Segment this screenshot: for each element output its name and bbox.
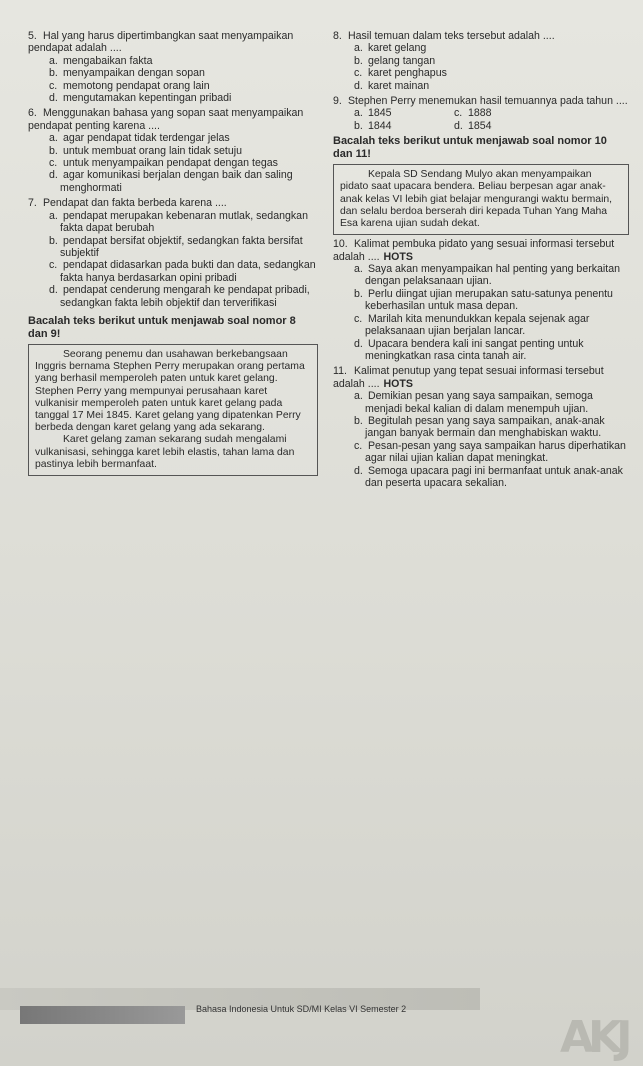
question-9 bbox=[333, 95, 629, 132]
option-d[interactable]: d. karet mainan bbox=[354, 79, 430, 92]
option-c[interactable]: c. karet penghapus bbox=[354, 67, 447, 80]
reading-passage-box bbox=[28, 344, 318, 476]
option-a[interactable]: a. Saya akan menyampaikan hal penting yang berkaitan dengan pelaksanaan ujian. bbox=[354, 263, 621, 288]
option-b[interactable]: b. pendapat bersifat objektif, sedangkan fakta bersifat subjektif bbox=[49, 234, 303, 259]
option-c[interactable]: c. pendapat didasarkan pada bukti dan data, sedangkan fakta hanya berdasarkan opini pribadi bbox=[49, 259, 316, 284]
footer-dark-strip bbox=[20, 1006, 185, 1024]
question-number: 5. bbox=[28, 30, 37, 42]
publisher-logo: AKJ bbox=[560, 1012, 627, 1063]
option-b[interactable]: b. Perlu diingat ujian merupakan satu-satunya penentu keberhasilan untuk masa depan. bbox=[354, 287, 613, 313]
question-number: 7. bbox=[28, 197, 37, 210]
option-d[interactable]: d. 1854 bbox=[454, 119, 492, 132]
option-b[interactable]: b. untuk membuat orang lain tidak setuju bbox=[49, 144, 242, 157]
question-10 bbox=[333, 238, 629, 362]
question-number: 9. bbox=[333, 95, 342, 108]
reading-instruction: Bacalah teks berikut untuk menjawab soal nomor 10 dan 11! bbox=[333, 135, 607, 161]
option-a[interactable]: a. mengabaikan fakta bbox=[49, 54, 153, 67]
question-5 bbox=[28, 30, 318, 104]
option-b[interactable]: b. 1844 bbox=[354, 119, 392, 132]
option-a[interactable]: a. 1845 bbox=[354, 107, 392, 120]
question-11 bbox=[333, 365, 629, 489]
question-text: Kalimat penutup yang tepat sesuai informasi tersebut adalah .... bbox=[333, 365, 604, 390]
question-number: 8. bbox=[333, 30, 342, 42]
question-number: 10. bbox=[333, 238, 348, 251]
question-8 bbox=[333, 30, 629, 92]
reading-instruction: Bacalah teks berikut untuk menjawab soal nomor 8 dan 9! bbox=[28, 314, 296, 340]
option-c[interactable]: c. memotong pendapat orang lain bbox=[49, 79, 210, 92]
hots-badge: HOTS bbox=[383, 377, 413, 390]
page-footer bbox=[0, 988, 643, 1066]
option-a[interactable]: a. Demikian pesan yang saya sampaikan, semoga menjadi bekal kalian di dalam menempuh ujian. bbox=[354, 390, 593, 415]
speech-passage-box bbox=[333, 164, 629, 235]
question-7 bbox=[28, 197, 318, 309]
option-c[interactable]: c. untuk menyampaikan pendapat dengan tegas bbox=[49, 157, 278, 170]
question-text: Stephen Perry menemukan hasil temuannya pada tahun .... bbox=[347, 95, 628, 108]
option-d[interactable]: d. Upacara bendera kali ini sangat penting untuk meningkatkan rasa cinta tanah air. bbox=[354, 337, 584, 362]
option-a[interactable]: a. agar pendapat tidak terdengar jelas bbox=[49, 132, 230, 145]
footer-book-title: Bahasa Indonesia Untuk SD/MI Kelas VI Semester 2 bbox=[196, 1004, 407, 1014]
hots-badge: HOTS bbox=[383, 250, 413, 263]
question-text: Hasil temuan dalam teks tersebut adalah .... bbox=[347, 30, 555, 42]
option-c[interactable]: c. 1888 bbox=[454, 107, 492, 120]
question-text: Hal yang harus dipertimbangkan saat menyampaikan pendapat adalah .... bbox=[28, 30, 294, 55]
option-b[interactable]: b. Begitulah pesan yang saya sampaikan, anak-anak jangan banyak bermain dan menghabiskan waktu. bbox=[354, 414, 605, 440]
question-number: 6. bbox=[28, 107, 37, 120]
option-c[interactable]: c. Pesan-pesan yang saya sampaikan harus diperhatikan agar nilai ujian kalian dapat meningkat. bbox=[354, 439, 626, 465]
question-text: Menggunakan bahasa yang sopan saat menyampaikan pendapat penting karena .... bbox=[28, 107, 304, 132]
option-d[interactable]: d. pendapat cenderung mengarah ke pendapat pribadi, sedangkan fakta lebih objektif dan terverifikasi bbox=[49, 284, 310, 309]
passage-paragraph-1: Seorang penemu dan usahawan berkebangsaan Inggris bernama Stephen Perry merupakan orang pertama yang berhasil memperoleh paten untuk karet gelang. Stephen Perry yang mempunyai perusahaan karet vulkanisir memperoleh paten untuk karet gelang pada tanggal 17 Mei 1845. Karet gelang yang dipatenkan Perry berbeda dengan karet gelang yang ada sekarang. bbox=[35, 348, 305, 434]
option-b[interactable]: b. menyampaikan dengan sopan bbox=[49, 67, 205, 80]
option-d[interactable]: d. mengutamakan kepentingan pribadi bbox=[49, 92, 232, 105]
passage-paragraph: Kepala SD Sendang Mulyo akan menyampaikan pidato saat upacara bendera. Beliau berpesan agar anak-anak kelas VI lebih giat belajar mengurangi waktu bermain, dan selalu berdoa berserah diri kepada Tuhan Yang Maha Esa karena ujian sudah dekat. bbox=[340, 169, 613, 230]
left-column bbox=[28, 30, 318, 476]
question-text: Kalimat pembuka pidato yang sesuai informasi tersebut adalah .... bbox=[333, 238, 615, 263]
question-number: 11. bbox=[333, 365, 347, 378]
question-6 bbox=[28, 107, 318, 194]
right-column bbox=[333, 30, 629, 489]
option-a[interactable]: a. karet gelang bbox=[354, 42, 427, 55]
option-a[interactable]: a. pendapat merupakan kebenaran mutlak, sedangkan fakta dapat berubah bbox=[49, 209, 308, 235]
option-d[interactable]: d. agar komunikasi berjalan dengan baik dan saling menghormati bbox=[49, 169, 293, 194]
question-text: Pendapat dan fakta berbeda karena .... bbox=[42, 197, 227, 210]
option-b[interactable]: b. gelang tangan bbox=[354, 54, 436, 67]
passage-paragraph-2: Karet gelang zaman sekarang sudah mengalami vulkanisasi, sehingga karet lebih elastis, tahan lama dan pastinya lebih bermanfaat. bbox=[35, 434, 295, 470]
option-c[interactable]: c. Marilah kita menundukkan kepala sejenak agar pelaksanaan ujian berjalan lancar. bbox=[354, 312, 590, 338]
option-d[interactable]: d. Semoga upacara pagi ini bermanfaat untuk anak-anak dan peserta upacara sekalian. bbox=[354, 464, 623, 489]
